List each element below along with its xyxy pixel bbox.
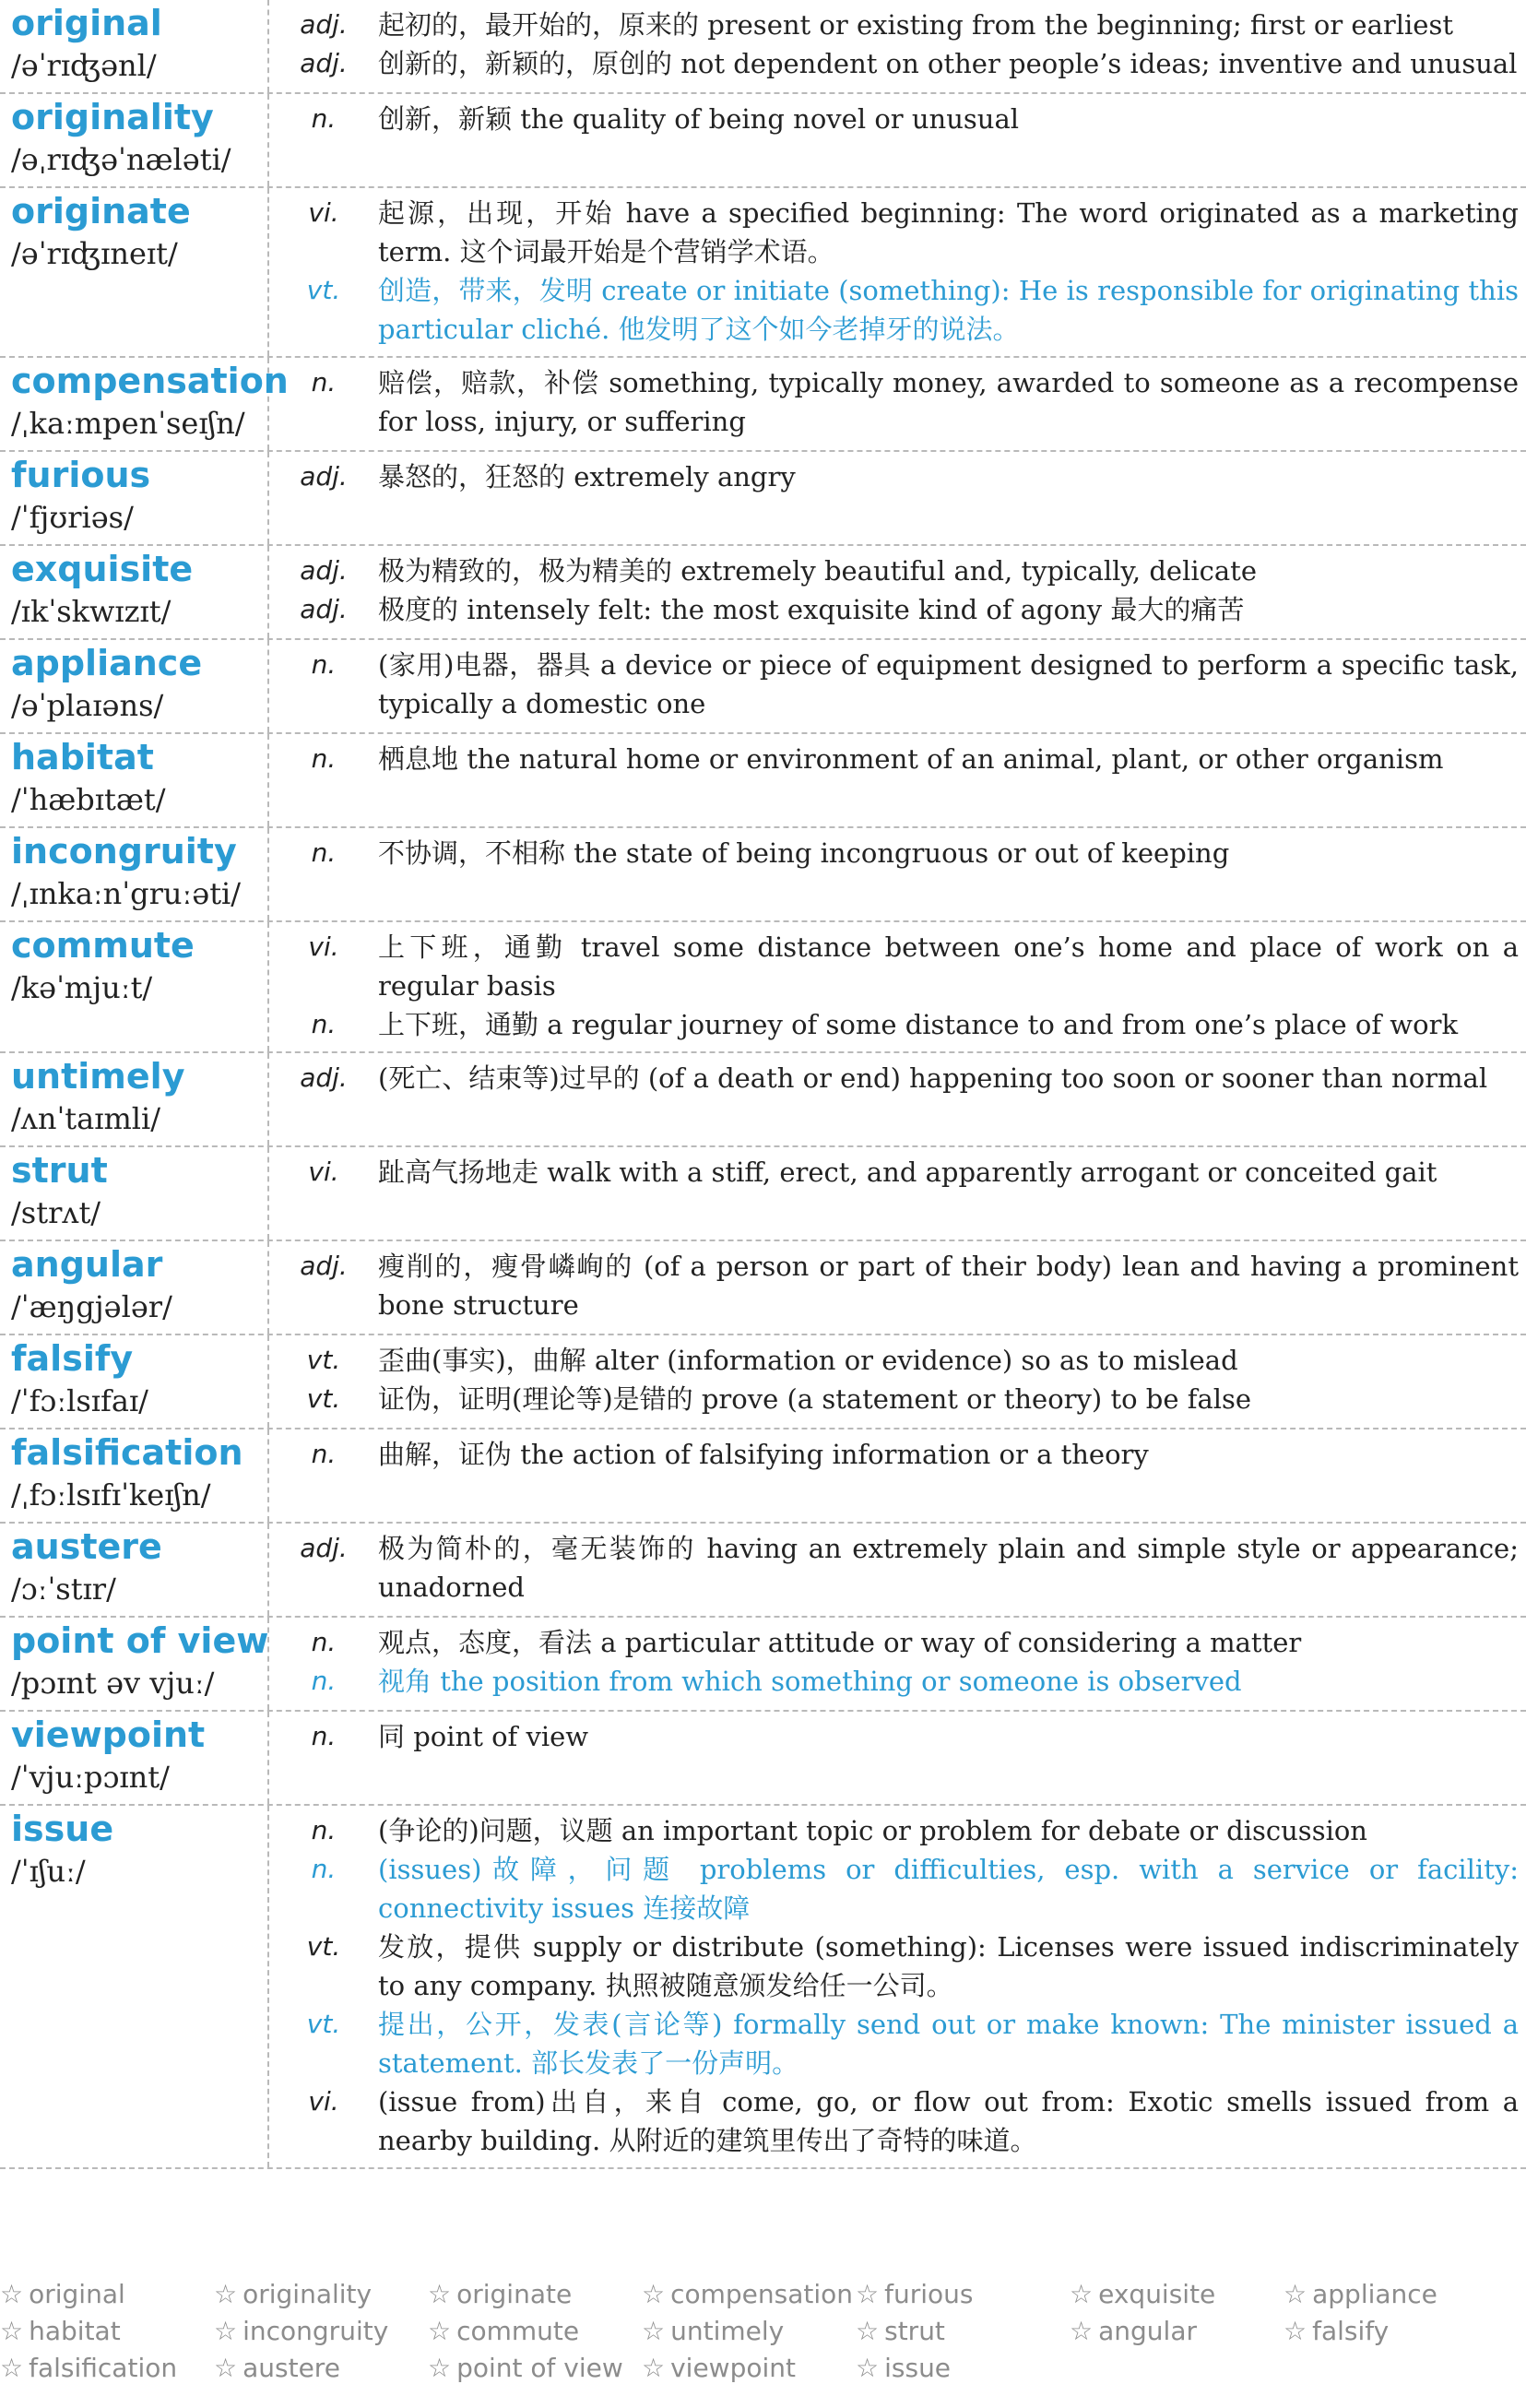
part-of-speech: n. (311, 1009, 337, 1039)
headword-cell (0, 546, 269, 638)
index-word: furious (884, 2279, 974, 2309)
index-word: compensation (670, 2279, 854, 2309)
index-word: viewpoint (670, 2353, 796, 2383)
index-word: incongruity (243, 2316, 389, 2346)
part-of-speech: n. (311, 1854, 337, 1884)
definition-text: 发放，提供 supply or distribute (something): Licenses were issued indiscriminately to any company. 执照被随意颁发给任一公司。 (378, 1931, 1519, 2001)
pronunciation: /ˈfjʊriəs/ (11, 500, 134, 535)
definitions-cell (269, 1618, 1526, 1710)
sense (269, 194, 1519, 271)
part-of-speech: vi. (308, 931, 339, 962)
entry-row (0, 1053, 1526, 1147)
definition-text: 同 point of view (378, 1721, 589, 1752)
definitions-cell (269, 828, 1526, 920)
part-of-speech: n. (311, 837, 337, 868)
part-of-speech: vt. (306, 1383, 341, 1414)
headword: commute (11, 925, 195, 966)
sense (269, 1623, 1519, 1662)
headword: originality (11, 97, 214, 137)
sense (269, 740, 1519, 778)
entry-row (0, 734, 1526, 828)
sense (269, 552, 1519, 590)
headword: furious (11, 455, 151, 495)
entry-row (0, 94, 1526, 188)
star-icon: ☆ (1070, 2316, 1094, 2346)
definition-text: 栖息地 the natural home or environment of an animal, plant, or other organism (378, 743, 1444, 775)
headword: compensation (11, 361, 289, 401)
star-icon: ☆ (856, 2353, 880, 2383)
star-icon: ☆ (428, 2279, 452, 2309)
entry-row (0, 640, 1526, 734)
part-of-speech: n. (311, 1815, 337, 1845)
pronunciation: /ɔːˈstɪr/ (11, 1572, 116, 1607)
star-icon: ☆ (642, 2353, 666, 2383)
word-index (0, 2276, 1526, 2387)
part-of-speech: n. (311, 367, 337, 397)
definitions-cell (269, 640, 1526, 732)
definitions-cell (269, 452, 1526, 544)
entry-row (0, 1335, 1526, 1429)
headword: untimely (11, 1056, 185, 1097)
index-item[interactable] (856, 2313, 1070, 2350)
definitions-cell (269, 1429, 1526, 1522)
pronunciation: /ˌɪnkaːnˈgruːəti/ (11, 876, 242, 911)
entry-row (0, 1806, 1526, 2169)
index-word: commute (456, 2316, 580, 2346)
definitions-cell (269, 1524, 1526, 1616)
definition-text: 趾高气扬地走 walk with a stiff, erect, and apparently arrogant or conceited gait (378, 1157, 1437, 1188)
entry-row (0, 1147, 1526, 1241)
pronunciation: /ɪkˈskwɪzɪt/ (11, 594, 172, 629)
definitions-cell (269, 1806, 1526, 2167)
part-of-speech: vt. (306, 2009, 341, 2039)
definition-text: 起初的，最开始的，原来的 present or existing from the beginning; first or earliest (378, 9, 1453, 41)
sense (269, 44, 1519, 83)
part-of-speech: n. (311, 103, 337, 134)
sense (269, 271, 1519, 349)
part-of-speech: vi. (308, 2086, 339, 2117)
headword: viewpoint (11, 1714, 206, 1755)
pronunciation: /əˈplaɪəns/ (11, 688, 164, 723)
headword-cell (0, 358, 289, 450)
headword-cell (0, 640, 269, 732)
index-word: original (29, 2279, 125, 2309)
pronunciation: /ˌfɔːlsɪfɪˈkeɪʃn/ (11, 1477, 211, 1512)
index-item[interactable] (214, 2350, 428, 2387)
headword-cell (0, 1712, 269, 1804)
star-icon: ☆ (428, 2353, 452, 2383)
index-item[interactable] (428, 2276, 642, 2313)
sense (269, 6, 1519, 44)
part-of-speech: adj. (300, 555, 348, 586)
sense (269, 2082, 1519, 2160)
index-item[interactable] (1283, 2276, 1497, 2313)
sense (269, 1529, 1519, 1607)
index-word: appliance (1312, 2279, 1437, 2309)
definition-text: 不协调，不相称 the state of being incongruous or out of keeping (378, 837, 1230, 869)
definitions-cell (269, 1241, 1526, 1334)
index-item[interactable] (856, 2276, 1070, 2313)
part-of-speech: n. (311, 1721, 337, 1751)
part-of-speech: vi. (308, 1157, 339, 1187)
headword: exquisite (11, 549, 194, 589)
headword-cell (0, 1335, 269, 1428)
definitions-cell (269, 922, 1526, 1051)
part-of-speech: adj. (300, 1251, 348, 1281)
pronunciation: /ˈvjuːpɔɪnt/ (11, 1760, 170, 1795)
star-icon: ☆ (642, 2279, 666, 2309)
definition-text: 上下班，通勤 a regular journey of some distance to and from one’s place of work (378, 1009, 1459, 1040)
sense (269, 1380, 1519, 1418)
part-of-speech: adj. (300, 1533, 348, 1563)
part-of-speech: adj. (300, 594, 348, 624)
definitions-cell (269, 94, 1526, 186)
star-icon: ☆ (856, 2279, 880, 2309)
pronunciation: /pɔɪnt əv vjuː/ (11, 1666, 215, 1701)
sense (269, 2005, 1519, 2082)
index-item[interactable] (1070, 2313, 1283, 2350)
headword-cell (0, 828, 269, 920)
definition-text: 极为简朴的，毫无装饰的 having an extremely plain and simple style or appearance; unadorned (378, 1533, 1519, 1603)
definition-text: 极度的 intensely felt: the most exquisite kind of agony 最大的痛苦 (378, 594, 1245, 625)
part-of-speech: vt. (306, 1931, 341, 1962)
sense (269, 1928, 1519, 2005)
definition-text: 起源，出现，开始 have a specified beginning: The word originated as a marketing term. 这个词最开始是个营销学术语。 (378, 197, 1519, 267)
entry-row (0, 828, 1526, 922)
index-item[interactable] (0, 2313, 214, 2350)
headword: falsify (11, 1338, 134, 1379)
definition-text: 证伪，证明(理论等)是错的 prove (a statement or theory) to be false (378, 1383, 1252, 1415)
index-word: issue (884, 2353, 952, 2383)
headword-cell (0, 734, 269, 826)
sense (269, 457, 1519, 496)
sense (269, 1153, 1519, 1192)
sense (269, 1811, 1519, 1850)
sense (269, 928, 1519, 1005)
headword-cell (0, 1524, 269, 1616)
headword-cell (0, 1429, 269, 1522)
part-of-speech: n. (311, 743, 337, 774)
entry-row (0, 1241, 1526, 1335)
index-item[interactable] (1283, 2313, 1497, 2350)
part-of-speech: vt. (306, 275, 341, 305)
pronunciation: /əˈrɪʤənl/ (11, 48, 157, 83)
definition-text: 曲解，证伪 the action of falsifying information or a theory (378, 1439, 1149, 1470)
definition-text: 创新，新颖 the quality of being novel or unusual (378, 103, 1020, 135)
sense (269, 1435, 1519, 1474)
star-icon: ☆ (0, 2316, 24, 2346)
index-word: untimely (670, 2316, 785, 2346)
index-item[interactable] (0, 2276, 214, 2313)
definition-text: 瘦削的，瘦骨嶙峋的 (of a person or part of their body) lean and having a prominent bone structure (378, 1251, 1519, 1321)
star-icon: ☆ (1283, 2316, 1307, 2346)
sense (269, 646, 1519, 723)
pronunciation: /ˈæŋgjələr/ (11, 1289, 172, 1324)
star-icon: ☆ (1283, 2279, 1307, 2309)
definition-text: 创造，带来，发明 create or initiate (something): He is responsible for originating this particular cliché. 他发明了这个如今老掉牙的说法。 (378, 275, 1519, 345)
headword: strut (11, 1150, 108, 1191)
part-of-speech: adj. (300, 1062, 348, 1093)
pronunciation: /əˌrɪʤəˈnæləti/ (11, 142, 231, 177)
star-icon: ☆ (1070, 2279, 1094, 2309)
headword: issue (11, 1809, 114, 1849)
headword: falsification (11, 1432, 243, 1473)
headword-cell (0, 0, 269, 92)
sense (269, 100, 1519, 138)
definitions-cell (269, 546, 1526, 638)
part-of-speech: adj. (300, 461, 348, 492)
part-of-speech: n. (311, 1627, 337, 1657)
index-word: falsify (1312, 2316, 1390, 2346)
index-item[interactable] (428, 2350, 642, 2387)
entry-row (0, 1712, 1526, 1806)
sense (269, 1005, 1519, 1044)
definition-text: (issue from)出自，来自 come, go, or flow out from: Exotic smells issued from a nearby building. 从附近的建筑里传出了奇特的味道。 (378, 2086, 1519, 2156)
index-item[interactable] (214, 2313, 428, 2350)
part-of-speech: adj. (300, 9, 348, 40)
pronunciation: /ˌkaːmpenˈseɪʃn/ (11, 406, 245, 441)
sense (269, 1850, 1519, 1928)
index-word: originality (243, 2279, 373, 2309)
part-of-speech: adj. (300, 48, 348, 78)
definition-text: 视角 the position from which something or someone is observed (378, 1666, 1242, 1697)
sense (269, 1059, 1519, 1097)
star-icon: ☆ (428, 2316, 452, 2346)
pronunciation: /ˈfɔːlsɪfaɪ/ (11, 1383, 148, 1418)
headword: originate (11, 191, 191, 231)
definitions-cell (269, 1053, 1526, 1145)
pronunciation: /kəˈmjuːt/ (11, 970, 153, 1005)
headword-cell (0, 188, 269, 356)
headword-cell (0, 1618, 269, 1710)
entry-row (0, 452, 1526, 546)
star-icon: ☆ (0, 2279, 24, 2309)
index-item[interactable] (0, 2350, 214, 2387)
index-item[interactable] (856, 2350, 1070, 2387)
part-of-speech: vt. (306, 1345, 341, 1375)
sense (269, 590, 1519, 629)
entry-row (0, 0, 1526, 94)
star-icon: ☆ (214, 2279, 238, 2309)
definition-text: (死亡、结束等)过早的 (of a death or end) happening too soon or sooner than normal (378, 1062, 1488, 1094)
index-item[interactable] (642, 2276, 856, 2313)
sense (269, 1247, 1519, 1324)
definitions-cell (269, 1147, 1526, 1240)
definitions-cell (269, 188, 1526, 356)
entry-row (0, 358, 1526, 452)
definition-text: (issues)故障，问题 problems or difficulties, esp. with a service or facility: connectivity issues 连接故障 (378, 1854, 1519, 1924)
headword: austere (11, 1526, 162, 1567)
entry-row (0, 188, 1526, 358)
pronunciation: /ˈhæbɪtæt/ (11, 782, 166, 817)
headword: appliance (11, 643, 203, 683)
headword-cell (0, 1053, 269, 1145)
star-icon: ☆ (214, 2316, 238, 2346)
entry-row (0, 1429, 1526, 1524)
part-of-speech: vi. (308, 197, 339, 228)
index-word: strut (884, 2316, 945, 2346)
headword-cell (0, 1806, 269, 2167)
star-icon: ☆ (642, 2316, 666, 2346)
index-word: falsification (29, 2353, 178, 2383)
definition-text: 赔偿，赔款，补偿 something, typically money, awarded to someone as a recompense for loss, injury, or suffering (378, 367, 1519, 437)
definition-text: (争论的)问题，议题 an important topic or problem for debate or discussion (378, 1815, 1367, 1846)
headword-cell (0, 1147, 269, 1240)
definition-text: 提出，公开，发表(言论等) formally send out or make known: The minister issued a statement. 部长发表了一份声明。 (378, 2009, 1519, 2079)
headword-cell (0, 94, 269, 186)
index-item[interactable] (642, 2350, 856, 2387)
definitions-cell (269, 358, 1526, 450)
definitions-cell (269, 1335, 1526, 1428)
sense (269, 1341, 1519, 1380)
pronunciation: /əˈrɪʤɪneɪt/ (11, 236, 178, 271)
index-word: originate (456, 2279, 573, 2309)
definitions-cell (269, 0, 1526, 92)
star-icon: ☆ (856, 2316, 880, 2346)
pronunciation: /ˈɪʃuː/ (11, 1854, 86, 1889)
index-word: angular (1098, 2316, 1197, 2346)
headword: habitat (11, 737, 154, 777)
part-of-speech: n. (311, 1439, 337, 1469)
definition-text: 暴怒的，狂怒的 extremely angry (378, 461, 796, 492)
index-item[interactable] (1070, 2276, 1283, 2313)
definition-text: (家用)电器，器具 a device or piece of equipment designed to perform a specific task, typically a domestic one (378, 649, 1519, 719)
pronunciation: /strʌt/ (11, 1195, 101, 1230)
star-icon: ☆ (214, 2353, 238, 2383)
definitions-cell (269, 1712, 1526, 1804)
headword-cell (0, 1241, 269, 1334)
sense (269, 1717, 1519, 1756)
headword: point of view (11, 1620, 269, 1661)
index-word: exquisite (1098, 2279, 1216, 2309)
definitions-cell (269, 734, 1526, 826)
entry-row (0, 1618, 1526, 1712)
index-item[interactable] (428, 2313, 642, 2350)
definition-text: 歪曲(事实)，曲解 alter (information or evidence) so as to mislead (378, 1345, 1238, 1376)
sense (269, 1662, 1519, 1701)
sense (269, 834, 1519, 872)
index-word: austere (243, 2353, 340, 2383)
entry-row (0, 1524, 1526, 1618)
part-of-speech: n. (311, 649, 337, 680)
entry-row (0, 546, 1526, 640)
index-word: habitat (29, 2316, 121, 2346)
index-word: point of view (456, 2353, 623, 2383)
pronunciation: /ʌnˈtaɪmli/ (11, 1101, 161, 1136)
entry-row (0, 922, 1526, 1053)
headword-cell (0, 452, 269, 544)
headword: original (11, 3, 162, 43)
sense (269, 363, 1519, 441)
index-item[interactable] (214, 2276, 428, 2313)
index-item[interactable] (642, 2313, 856, 2350)
definition-text: 创新的，新颖的，原创的 not dependent on other people’s ideas; inventive and unusual (378, 48, 1518, 79)
headword: incongruity (11, 831, 237, 872)
headword: angular (11, 1244, 163, 1285)
headword-cell (0, 922, 269, 1051)
definition-text: 极为精致的，极为精美的 extremely beautiful and, typically, delicate (378, 555, 1257, 587)
star-icon: ☆ (0, 2353, 24, 2383)
definition-text: 观点，态度，看法 a particular attitude or way of considering a matter (378, 1627, 1302, 1658)
definition-text: 上下班，通勤 travel some distance between one’s home and place of work on a regular basis (378, 931, 1519, 1002)
part-of-speech: n. (311, 1666, 337, 1696)
